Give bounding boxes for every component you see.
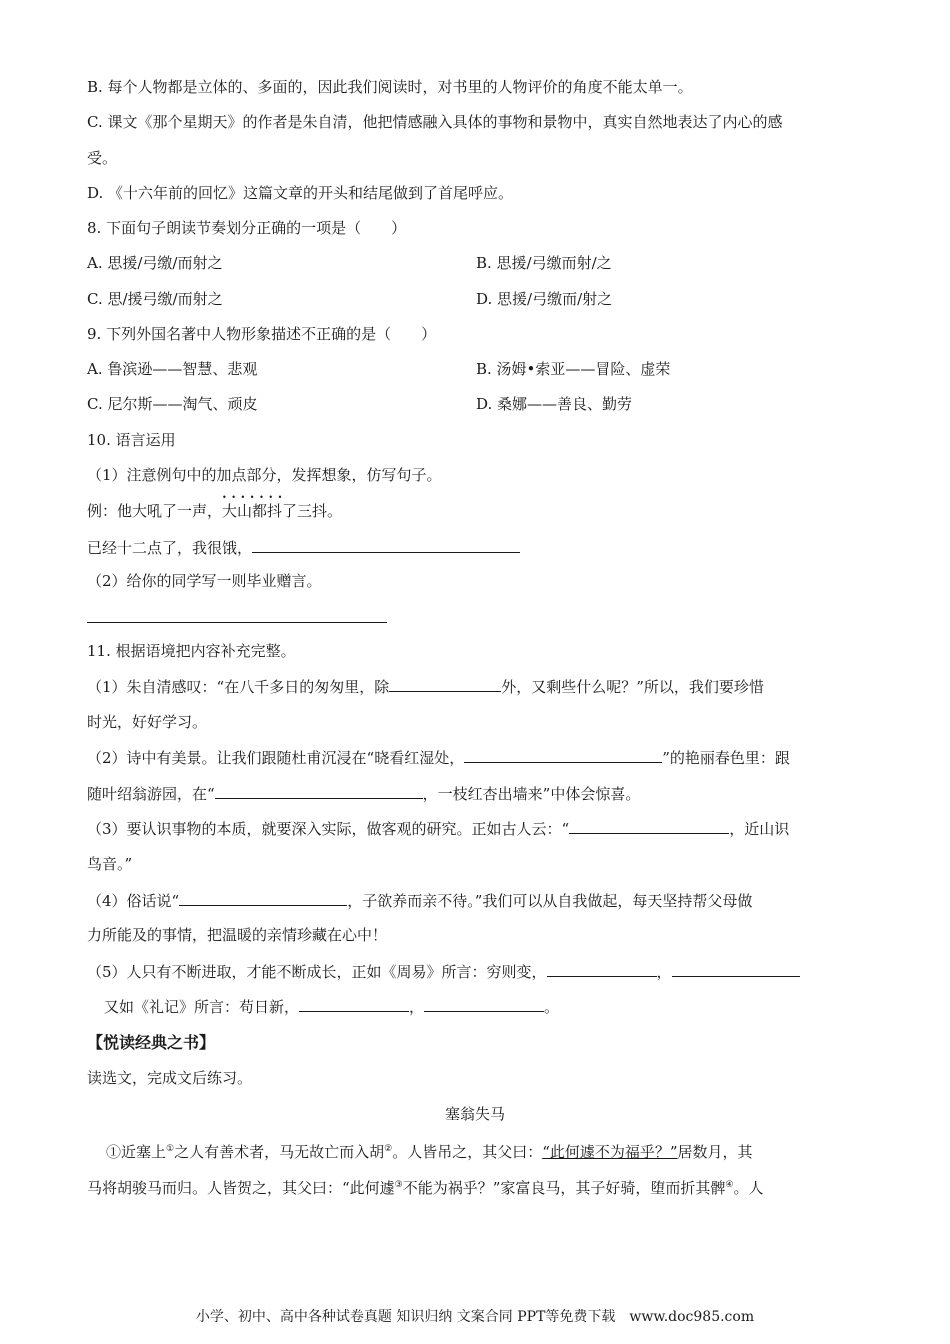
graduation-message-line xyxy=(87,607,387,628)
section-heading: 【悦读经典之书】 xyxy=(87,1033,216,1052)
imitation-line xyxy=(87,537,520,558)
footnote-mark: ④ xyxy=(725,1180,734,1190)
answer-blank[interactable] xyxy=(215,783,423,799)
answer-blank[interactable] xyxy=(672,961,800,977)
underlined-sentence: “此何遽不为福乎？” xyxy=(542,1143,678,1161)
q11-3-text: ，近山识 xyxy=(729,820,790,838)
q11-4-line1 xyxy=(87,890,752,911)
option-7c-line1: C. 课文《那个星期天》的作者是朱自清，他把情感融入具体的事物和景物中，真实自然地表达了内心的感 xyxy=(87,113,783,131)
footnote-mark: ③ xyxy=(394,1180,403,1190)
option-9b: B. 汤姆•索亚——冒险、虚荣 xyxy=(476,360,671,378)
q11-1-text: （1）朱自清感叹：“在八千多日的匆匆里，除 xyxy=(87,678,390,696)
passage-text: 马将胡骏马而归。人皆贺之，其父曰：“此何遽 xyxy=(87,1179,395,1197)
q11-1-text: 外，又剩些什么呢？”所以，我们要珍惜 xyxy=(501,678,764,696)
question-8: 8. 下面句子朗读节奏划分正确的一项是（ ） xyxy=(87,219,407,237)
question-10: 10. 语言运用 xyxy=(87,431,176,449)
question-9: 9. 下列外国名著中人物形象描述不正确的是（ ） xyxy=(87,325,437,343)
q11-5-text: ， xyxy=(656,963,672,981)
reading-instruction: 读选文，完成文后练习。 xyxy=(87,1069,253,1087)
example-sentence xyxy=(87,501,342,521)
question-10-part2: （2）给你的同学写一则毕业赠言。 xyxy=(87,572,322,590)
passage-text: ①近塞上 xyxy=(106,1143,167,1161)
answer-blank[interactable] xyxy=(424,996,544,1012)
passage-text: 。人 xyxy=(733,1179,764,1197)
option-7c-line2: 受。 xyxy=(87,149,118,167)
answer-blank[interactable] xyxy=(299,996,409,1012)
option-8a: A. 思援/弓缴/而射之 xyxy=(87,254,223,272)
footnote-mark: ① xyxy=(166,1144,175,1154)
question-11: 11. 根据语境把内容补充完整。 xyxy=(87,642,296,660)
question-10-part1: （1）注意例句中的加点部分，发挥想象，仿写句子。 xyxy=(87,466,442,484)
q11-2-text: ”的艳丽春色里：跟 xyxy=(662,749,790,767)
option-7b: B. 每个人物都是立体的、多面的，因此我们阅读时，对书里的人物评价的角度不能太单一。 xyxy=(87,78,693,96)
option-7d: D. 《十六年前的回忆》这篇文章的开头和结尾做到了首尾呼应。 xyxy=(87,184,514,202)
q11-3-line1 xyxy=(87,818,789,839)
option-8c: C. 思/援弓缴/而射之 xyxy=(87,290,223,308)
answer-blank[interactable] xyxy=(464,747,662,763)
q11-2-text: （2）诗中有美景。让我们跟随杜甫沉浸在“晓看红湿处， xyxy=(87,749,465,767)
footnote-mark: ② xyxy=(384,1144,393,1154)
passage-text: 居数月，其 xyxy=(677,1143,753,1161)
example-prefix: 例：他大吼了一声， xyxy=(87,502,223,520)
q11-2-line1 xyxy=(87,747,790,768)
answer-blank[interactable] xyxy=(569,818,729,834)
passage-line2 xyxy=(87,1175,764,1198)
q11-2-line2 xyxy=(87,783,640,804)
dotted-emphasis: • • • 大山都抖了三抖 xyxy=(222,502,327,520)
q11-1-line1 xyxy=(87,676,764,697)
q11-2-text: 随叶绍翁游园，在“ xyxy=(87,785,215,803)
passage-title: 塞翁失马 xyxy=(444,1105,505,1123)
option-8d: D. 思援/弓缴而/射之 xyxy=(476,290,613,308)
answer-blank[interactable] xyxy=(252,537,520,553)
option-9d: D. 桑娜——善良、勤劳 xyxy=(476,395,633,413)
answer-blank[interactable] xyxy=(179,890,347,906)
q11-3-text: （3）要认识事物的本质，就要深入实际，做客观的研究。正如古人云：“ xyxy=(87,820,570,838)
page-footer: 小学、初中、高中各种试卷真题 知识归纳 文案合同 PPT等免费下载 www.doc985.com xyxy=(195,1309,755,1325)
option-9a: A. 鲁滨逊——智慧、悲观 xyxy=(87,360,258,378)
q11-2-text: ，一枝红杏出墙来”中体会惊喜。 xyxy=(422,785,641,803)
q11-5-text: 又如《礼记》所言：苟日新， xyxy=(104,998,300,1016)
q11-3-line2: 鸟音。” xyxy=(87,855,133,873)
q11-5-text: 。 xyxy=(544,998,560,1016)
q11-5-line2 xyxy=(104,996,559,1017)
answer-blank[interactable] xyxy=(87,607,387,623)
q11-5-line1 xyxy=(87,961,800,982)
option-8b: B. 思援/弓缴而射/之 xyxy=(476,254,612,272)
q11-4-text: （4）俗话说“ xyxy=(87,892,180,910)
q11-4-text: ，子欲养而亲不待。”我们可以从自我做起，每天坚持帮父母做 xyxy=(347,892,753,910)
passage-line1 xyxy=(106,1139,753,1162)
answer-blank[interactable] xyxy=(389,676,501,692)
passage-text: 。人皆吊之，其父曰： xyxy=(392,1143,543,1161)
passage-text: 不能为祸乎？”家富良马，其子好骑，堕而折其髀 xyxy=(402,1179,726,1197)
answer-blank[interactable] xyxy=(547,961,657,977)
q11-5-text: （5）人只有不断进取，才能不断成长，正如《周易》所言：穷则变， xyxy=(87,963,547,981)
q11-4-line2: 力所能及的事情，把温暖的亲情珍藏在心中！ xyxy=(87,926,388,944)
imitation-prompt: 已经十二点了，我很饿， xyxy=(87,539,253,557)
q11-1-line2: 时光，好好学习。 xyxy=(87,713,208,731)
q11-5-text: ， xyxy=(409,998,425,1016)
option-9c: C. 尼尔斯——淘气、顽皮 xyxy=(87,395,258,413)
example-suffix: 。 xyxy=(327,502,343,520)
passage-text: 之人有善术者，马无故亡而入胡 xyxy=(174,1143,385,1161)
